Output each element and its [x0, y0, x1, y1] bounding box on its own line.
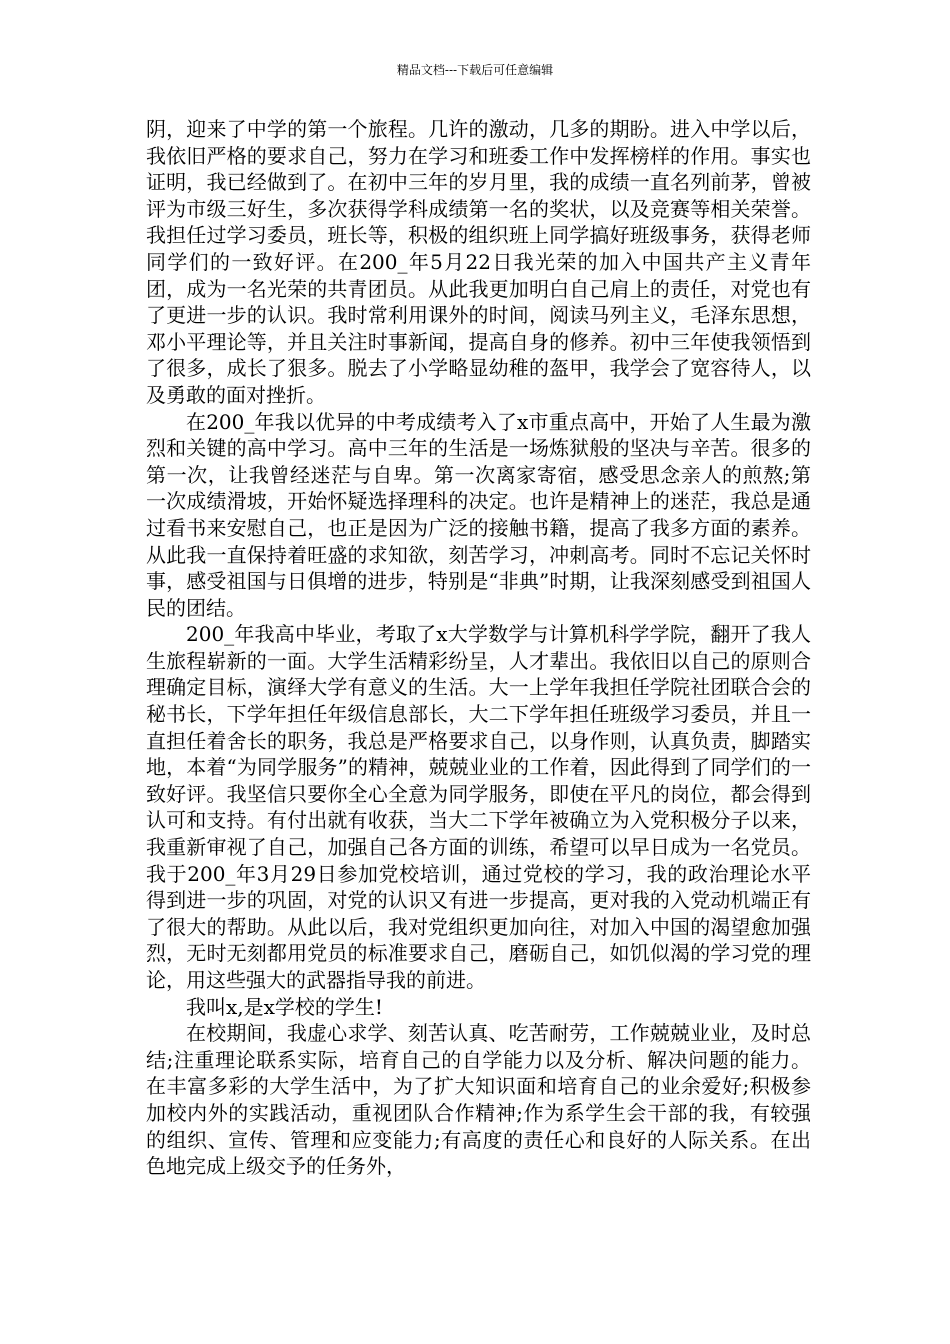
paragraph-school-period: 在校期间，我虚心求学、刻苦认真、吃苦耐劳，工作兢兢业业，及时总结;注重理论联系实际，培育自己的自学能力以及分析、解决问题的能力。在丰富多彩的大学生活中，为了扩大知识面和培育自己的业余爱好;积极参加校内外的实践活动，重视团队合作精神;作为系学生会干部的我，有较强的组织、宣传、管理和应变能力;有高度的责任心和良好的人际关系。在出色地完成上级交予的任务外，: [146, 1021, 811, 1179]
paragraph-high-school: 在200_年我以优异的中考成绩考入了x市重点高中，开始了人生最为激烈和关键的高中学习。高中三年的生活是一场炼狱般的坚决与辛苦。很多的第一次，让我曾经迷茫与自卑。第一次离家寄宿，感受思念亲人的煎熬;第一次成绩滑坡，开始怀疑选择理科的决定。也许是精神上的迷茫，我总是通过看书来安慰自己，也正是因为广泛的接触书籍，提高了我多方面的素养。从此我一直保持着旺盛的求知欲，刻苦学习，冲刺高考。同时不忘记关怀时事，感受祖国与日俱增的进步，特别是“非典”时期，让我深刻感受到祖国人民的团结。: [146, 409, 811, 620]
document-body: [146, 116, 811, 1180]
paragraph-introduction: 我叫x,是x学校的学生!: [186, 994, 383, 1019]
paragraph-university: 200_年我高中毕业，考取了x大学数学与计算机科学学院，翻开了我人生旅程崭新的一面。大学生活精彩纷呈，人才辈出。我依旧以自己的原则合理确定目标，演绎大学有意义的生活。大一上学年我担任学院社团联合会的秘书长，下学年担任年级信息部长，大二下学年担任班级学习委员，并且一直担任着舍长的职务，我总是严格要求自己，以身作则，认真负责，脚踏实地，本着“为同学服务”的精神，兢兢业业的工作着，因此得到了同学们的一致好评。我坚信只要你全心全意为同学服务，即使在平凡的岗位，都会得到认可和支持。有付出就有收获，当大二下学年被确立为入党积极分子以来，我重新审视了自己，加强自己各方面的训练，希望可以早日成为一名党员。我于200_年3月29日参加党校培训，通过党校的学习，我的政治理论水平得到进一步的巩固，对党的认识又有进一步提高，更对我的入党动机端正有了很大的帮助。从此以后，我对党组织更加向往，对加入中国的渴望愈加强烈，无时无刻都用党员的标准要求自己，磨砺自己，如饥似渴的学习党的理论，用这些强大的武器指导我的前进。: [146, 622, 811, 992]
page-header: 精品文档---下载后可任意编辑: [396, 63, 554, 77]
paragraph-middle-school: 阴，迎来了中学的第一个旅程。几许的激动，几多的期盼。进入中学以后，我依旧严格的要求自己，努力在学习和班委工作中发挥榜样的作用。事实也证明，我已经做到了。在初中三年的岁月里，我的成绩一直名列前茅，曾被评为市级三好生，多次获得学科成绩第一名的奖状，以及竞赛等相关荣誉。我担任过学习委员，班长等，积极的组织班上同学搞好班级事务，获得老师同学们的一致好评。在200_年5月22日我光荣的加入中国共产主义青年团，成为一名光荣的共青团员。从此我更加明白自己肩上的责任，对党也有了更进一步的认识。我时常利用课外的时间，阅读马列主义，毛泽东思想，邓小平理论等，并且关注时事新闻，提高自身的修养。初中三年使我领悟到了很多，成长了狠多。脱去了小学略显幼稚的盔甲，我学会了宽容待人，以及勇敢的面对挫折。: [146, 117, 811, 407]
